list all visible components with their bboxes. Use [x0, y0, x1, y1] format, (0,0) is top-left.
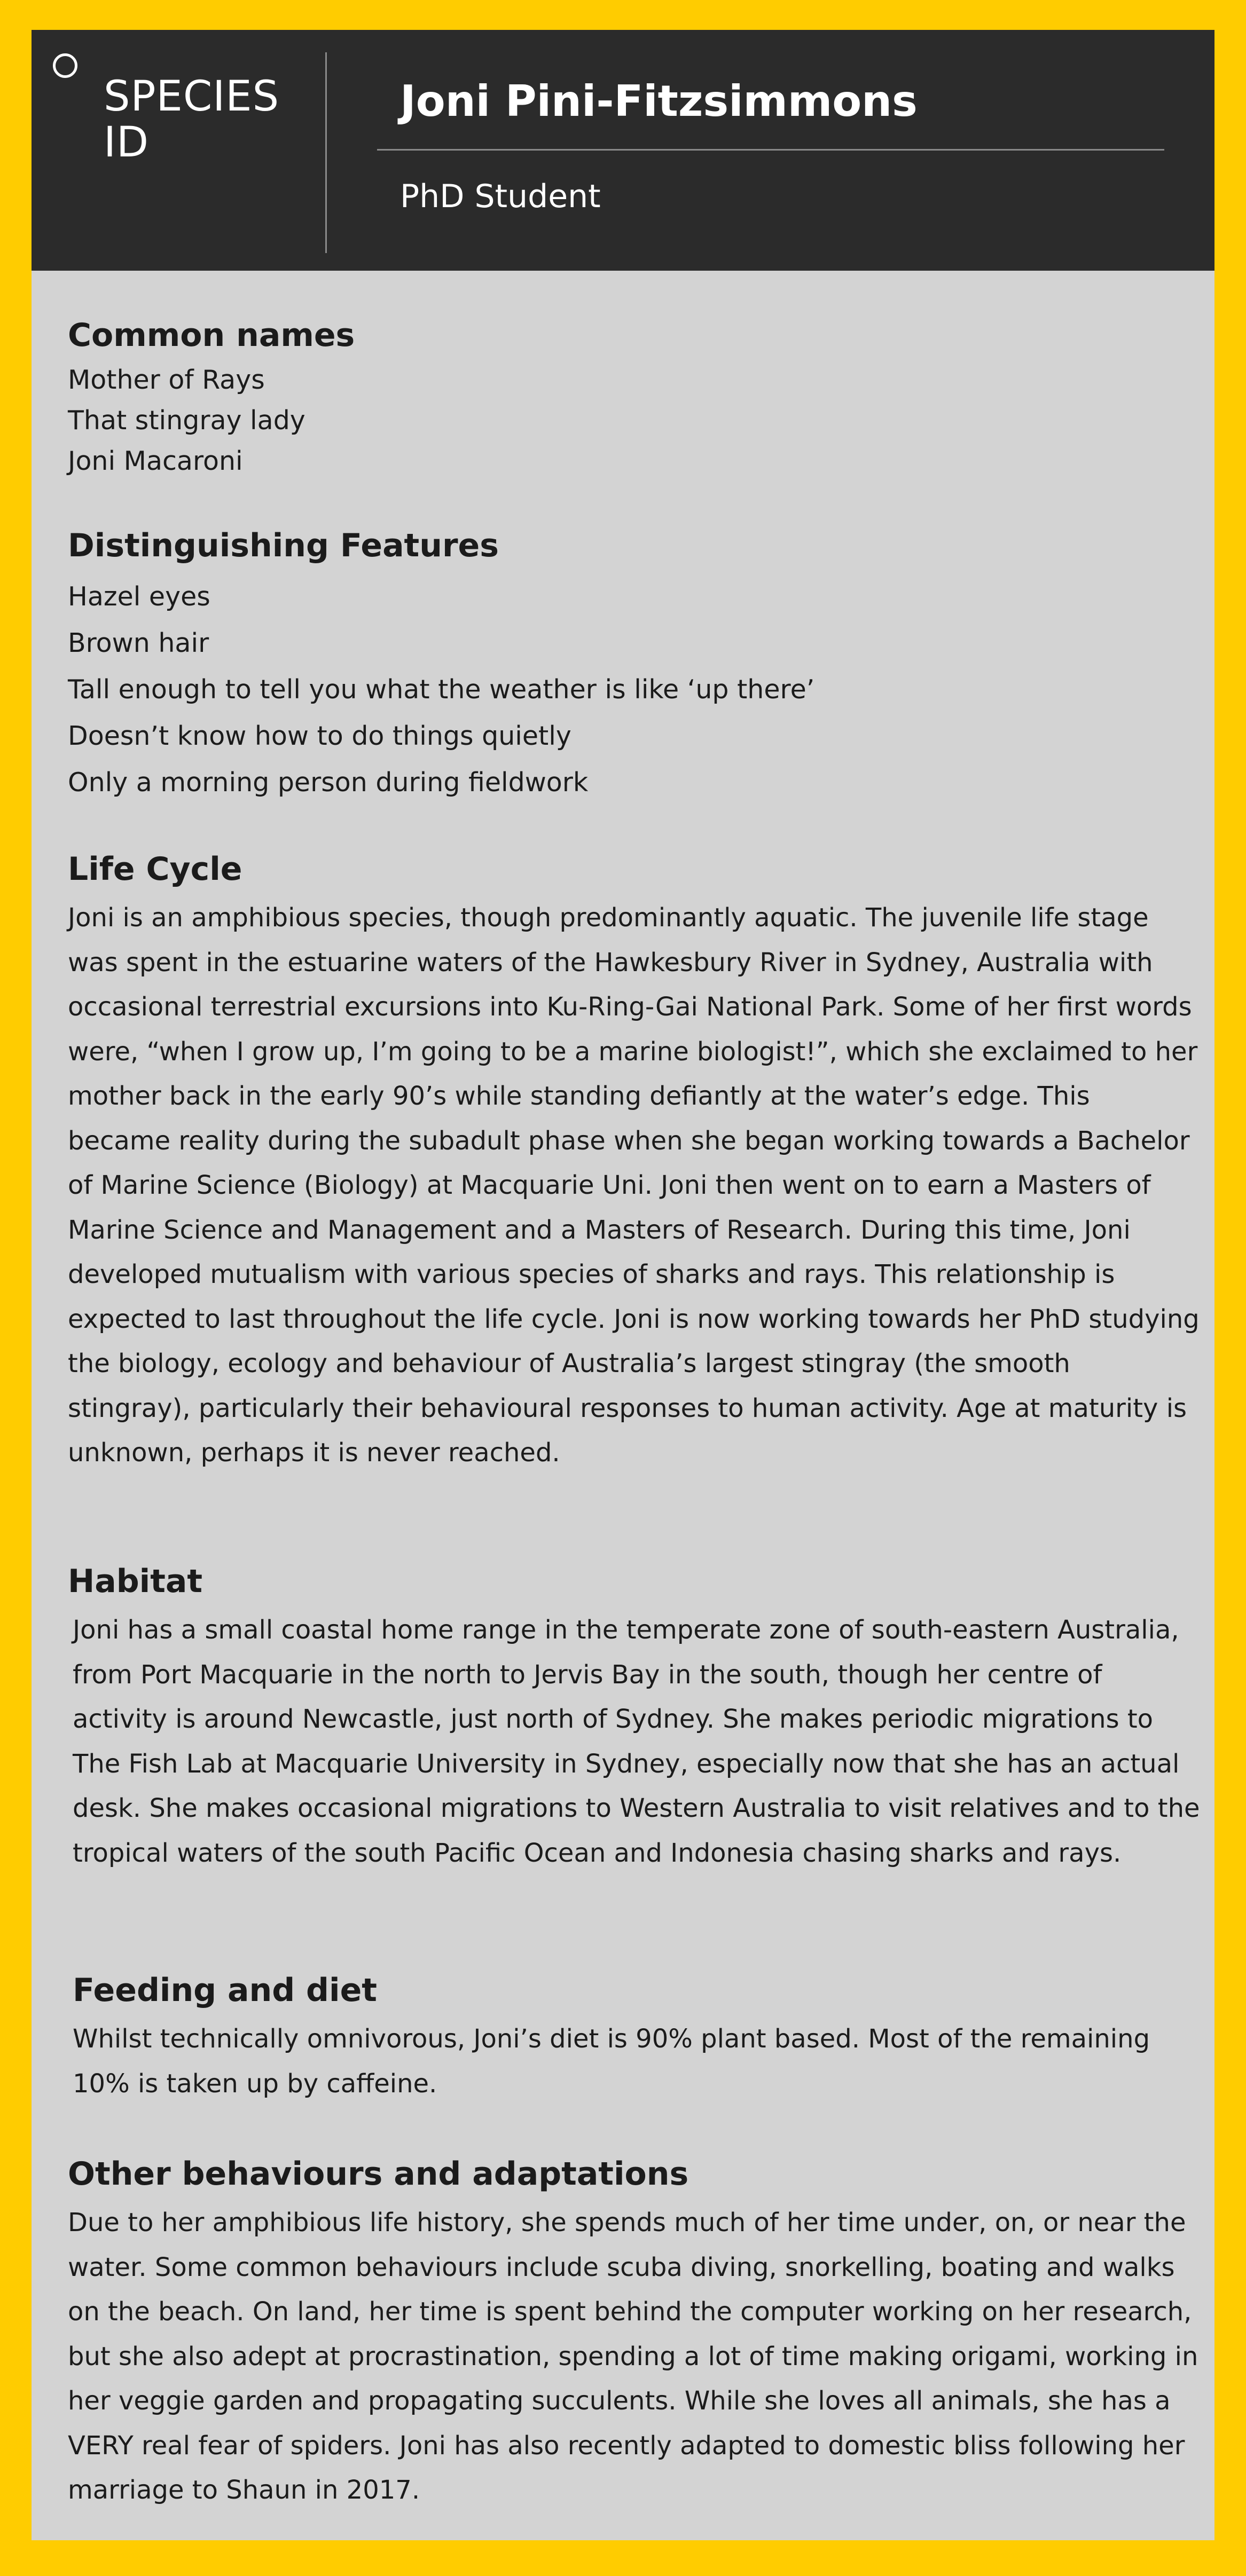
feeding-heading: Feeding and diet	[73, 1972, 377, 2009]
header-horizontal-divider	[377, 149, 1164, 151]
person-role: PhD Student	[400, 178, 601, 215]
feeding-text: Whilst technically omnivorous, Joni’s diet is 90% plant based. Most of the remaining 10% is taken up by caffeine.	[73, 2024, 1150, 2099]
card-header	[32, 30, 1214, 271]
other-behaviours-section	[68, 2147, 1200, 2513]
list-item: Doesn’t know how to do things quietly	[68, 721, 571, 751]
list-item: Hazel eyes	[68, 581, 210, 612]
habitat-heading: Habitat	[68, 1563, 203, 1600]
common-names-heading: Common names	[68, 317, 355, 354]
person-name: Joni Pini-Fitzsimmons	[400, 76, 918, 126]
species-id-card	[32, 30, 1214, 2540]
species-id-label: SPECIES ID	[104, 73, 280, 167]
other-behaviours-heading: Other behaviours and adaptations	[68, 2155, 689, 2193]
list-item: Only a morning person during fieldwork	[68, 767, 589, 798]
habitat-text: Joni has a small coastal home range in the temperate zone of south-eastern Australia, from Port Macquarie in the north to Jervis Bay in the south, though her centre of activity is around Newcastle, just north of Sydney. She makes periodic migrations to The Fish Lab at Macquarie University in Sydney, especially now that she has an actual desk. She makes occasional migrations to Western Australia to visit relatives and to the tropical waters of the south Pacific Ocean and Indonesia chasing sharks and rays.	[73, 1615, 1200, 1868]
feeding-section	[73, 1964, 1205, 2106]
life-cycle-text: Joni is an amphibious species, though predominantly aquatic. The juvenile life stage was spent in the estuarine waters of the Hawkesbury River in Sydney, Australia with occasional terrestrial excursions into Ku-Ring-Gai National Park. Some of her first words were, “when I grow up, I’m going to be a marine biologist!”, which she exclaimed to her mother back in the early 90’s while standing defiantly at the water’s edge. This became reality during the subadult phase when she began working towards a Bachelor of Marine Science (Biology) at Macquarie Uni. Joni then went on to earn a Masters of Marine Science and Management and a Masters of Research. During this time, Joni developed mutualism with various species of sharks and rays. This relationship is expected to last throughout the life cycle. Joni is now working towards her PhD studying the biology, ecology and behaviour of Australia’s largest stingray (the smooth stingray), particularly their behavioural responses to human activity. Age at maturity is unknown, perhaps it is never reached.	[68, 903, 1200, 1468]
life-cycle-section	[68, 842, 1200, 1476]
distinguishing-features-heading: Distinguishing Features	[68, 527, 499, 564]
list-item: That stingray lady	[68, 405, 305, 436]
list-item: Brown hair	[68, 628, 209, 658]
distinguishing-features-section	[68, 519, 1200, 806]
list-item: Tall enough to tell you what the weather is like ‘up there’	[68, 674, 815, 705]
life-cycle-heading: Life Cycle	[68, 850, 242, 888]
header-vertical-divider	[325, 52, 327, 253]
circle-icon	[53, 53, 77, 78]
list-item: Mother of Rays	[68, 365, 265, 395]
list-item: Joni Macaroni	[68, 446, 243, 476]
other-behaviours-text: Due to her amphibious life history, she spends much of her time under, on, or near the water. Some common behaviours include scuba diving, snorkelling, boating and walks on the beach. On land, her time is spent behind the computer working on her research, but she also adept at procrastination, spending a lot of time making origami, working in her veggie garden and propagating succulents. While she loves all animals, she has a VERY real fear of spiders. Joni has also recently adapted to domestic bliss following her marriage to Shaun in 2017.	[68, 2208, 1198, 2505]
common-names-section	[68, 309, 1200, 482]
habitat-section	[68, 1555, 1200, 1876]
